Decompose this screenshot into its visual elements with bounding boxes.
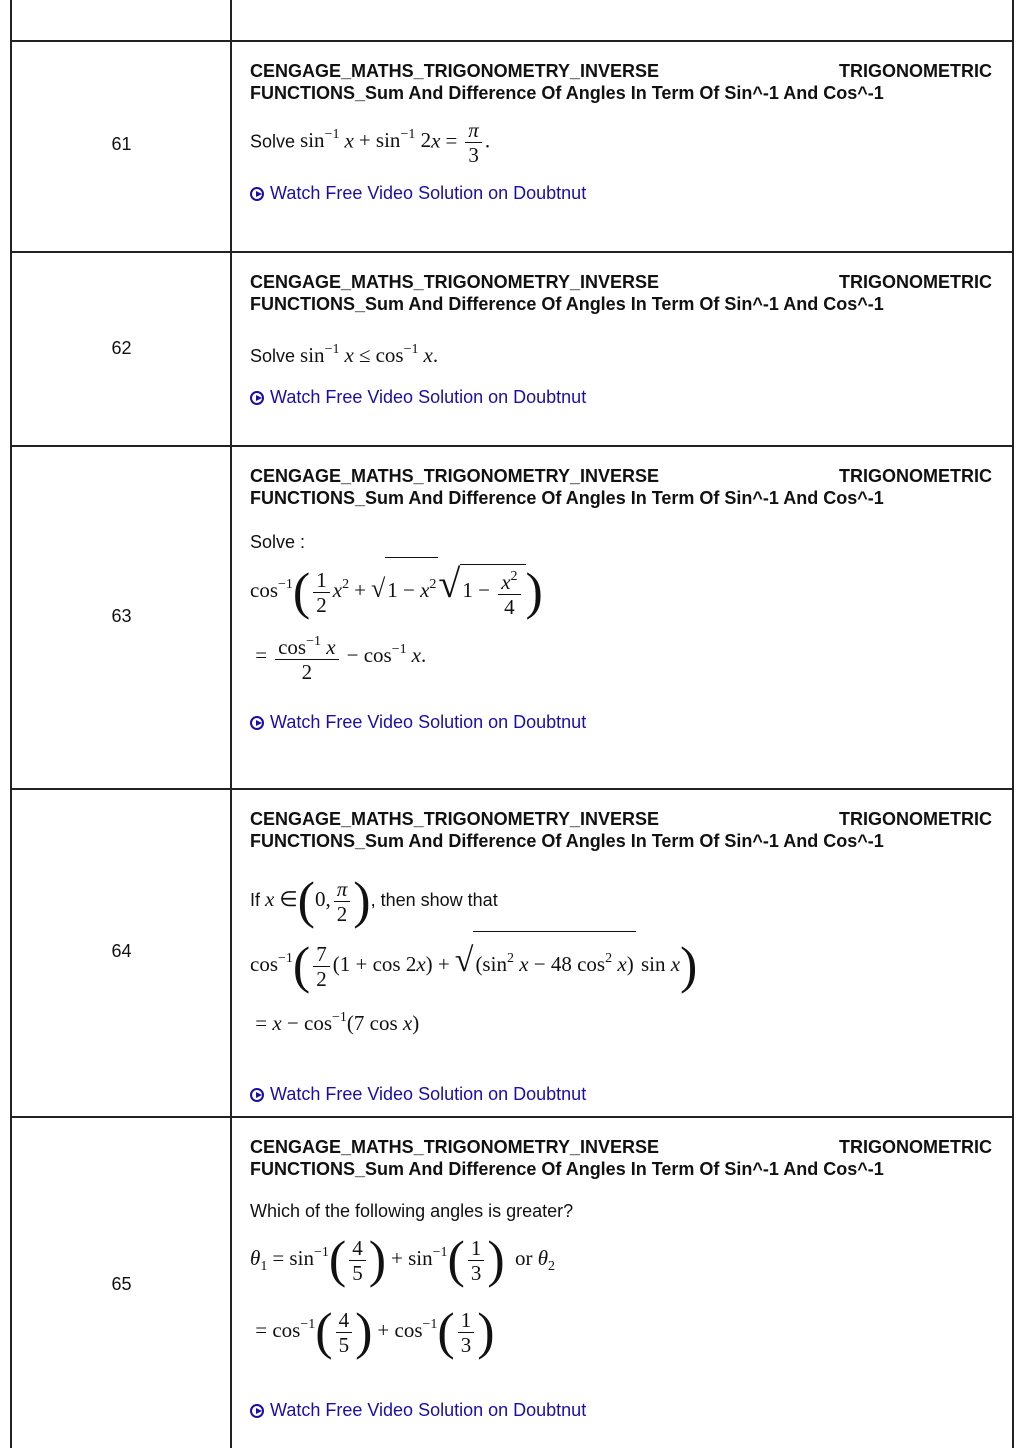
topic-heading: CENGAGE_MATHS_TRIGONOMETRY_INVERSE TRIGONOMETRIC FUNCTIONS_Sum And Difference Of Angles In Term Of Sin^-1 And Cos^-1 [250,466,992,508]
question-number: 61 [111,134,132,154]
play-circle-icon [250,1088,264,1102]
question-cell [250,253,992,410]
play-circle-icon [250,187,264,201]
table-row [12,790,1012,1116]
table-row [12,42,1012,251]
question-cell [250,447,992,735]
topic-heading: CENGAGE_MATHS_TRIGONOMETRY_INVERSE TRIGONOMETRIC FUNCTIONS_Sum And Difference Of Angles In Term Of Sin^-1 And Cos^-1 [250,272,992,314]
watch-video-link[interactable]: Watch Free Video Solution on Doubtnut [250,1400,586,1421]
table-border-right [1012,0,1014,1448]
question-number: 64 [111,941,132,961]
question-cell [250,1118,992,1423]
question-cell [250,790,992,1107]
question-text: Solve : $\cos^{-1}$( $\frac{1}{2}$ $x^2 + √1 - x^2√1$ − $\frac{x^2}{4}$ ) = $\frac{\cos^{-1} x}{2}$ − $\cos^{-1} x$. [250,532,543,685]
topic-heading: CENGAGE_MATHS_TRIGONOMETRY_INVERSE TRIGONOMETRIC FUNCTIONS_Sum And Difference Of Angles In Term Of Sin^-1 And Cos^-1 [250,1137,992,1179]
question-number: 65 [111,1274,132,1294]
watch-video-link[interactable]: Watch Free Video Solution on Doubtnut [250,183,586,204]
play-circle-icon [250,1404,264,1418]
watch-video-link[interactable]: Watch Free Video Solution on Doubtnut [250,387,586,408]
question-text: If x ∈(0, $\frac{\pi}{2}$ ), then show that $\cos^{-1}$( $\frac{7}{2}$ $(1 + \cos 2x) + √(\sin^2$ x − 48 $\cos^2 x$) sin x) = $x - \cos^{-1}(7$ cos x) [250,872,698,1035]
table-row [12,1118,1012,1448]
question-number: 62 [111,338,132,358]
table-row [12,253,1012,445]
watch-video-link[interactable]: Watch Free Video Solution on Doubtnut [250,712,586,733]
question-text: Which of the following angles is greater? $\theta_1 = \sin^{-1}$( $\frac{4}{5}$ ) + $\sin^{-1}$( $\frac{1}{3}$ ) or $\theta_2$ = $\cos^{-1}$( $\frac{4}{5}$ ) + $\cos^{-1}$( $\frac{1}{3}$ ) [250,1201,574,1361]
question-number: 63 [111,606,132,626]
table-row [12,447,1012,788]
play-circle-icon [250,391,264,405]
question-text: Solve $\sin^{-1} x + \sin^{-1} 2x$ = $\frac{\pi}{3}$ . [250,118,491,167]
topic-heading: CENGAGE_MATHS_TRIGONOMETRY_INVERSE TRIGONOMETRIC FUNCTIONS_Sum And Difference Of Angles In Term Of Sin^-1 And Cos^-1 [250,809,992,851]
question-cell [250,42,992,206]
watch-video-link[interactable]: Watch Free Video Solution on Doubtnut [250,1084,586,1105]
play-circle-icon [250,716,264,730]
question-text: Solve $\sin^{-1} x \le \cos^{-1} x$. [250,342,439,367]
topic-heading: CENGAGE_MATHS_TRIGONOMETRY_INVERSE TRIGONOMETRIC FUNCTIONS_Sum And Difference Of Angles In Term Of Sin^-1 And Cos^-1 [250,61,992,103]
